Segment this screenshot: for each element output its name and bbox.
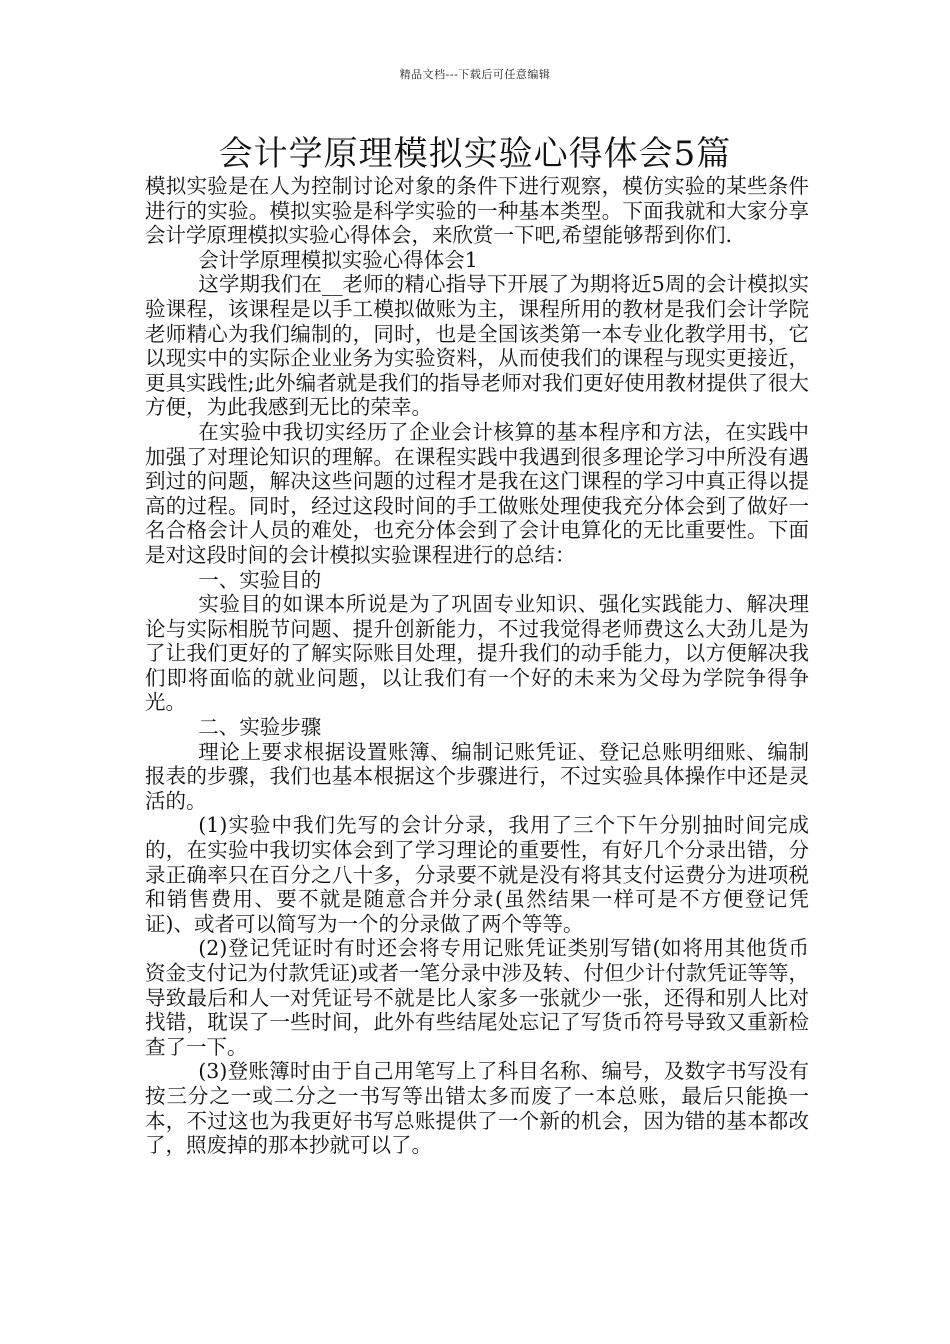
header-note: 精品文档---下载后可任意编辑 xyxy=(399,68,551,81)
step-item: (3)登账簿时由于自己用笔写上了科目名称、编号，及数字书写没有按三分之一或二分之一书写等出错太多而废了一本总账，最后只能换一本，不过这也为我更好书写总账提供了一个新的机会，因为错的基本都改了，照废掉的那本抄就可以了。 xyxy=(145,1059,809,1158)
step-item: (2)登记凭证时有时还会将专用记账凭证类别写错(如将用其他货币资金支付记为付款凭证)或者一笔分录中涉及转、付但少计付款凭证等等，导致最后和人一对凭证号不就是比人家多一张就少一张，还得和别人比对找错，耽误了一些时间，此外有些结尾处忘记了写货币符号导致又重新检查了一下。 xyxy=(145,936,809,1059)
document-title: 会计学原理模拟实验心得体会5篇 xyxy=(218,134,732,174)
step-item: (1)实验中我们先写的会计分录，我用了三个下午分别抽时间完成的，在实验中我切实体会到了学习理论的重要性，有好几个分录出错，分录正确率只在百分之八十多，分录要不就是没有将其支付运费分为进项税和销售费用、要不就是随意合并分录(虽然结果一样可是不方便登记凭证)、或者可以简写为一个的分录做了两个等等。 xyxy=(145,813,809,936)
steps-paragraph: 理论上要求根据设置账簿、编制记账凭证、登记总账明细账、编制报表的步骤，我们也基本根据这个步骤进行，不过实验具体操作中还是灵活的。 xyxy=(145,739,809,813)
intro-paragraph: 模拟实验是在人为控制讨论对象的条件下进行观察，模仿实验的某些条件进行的实验。模拟实验是科学实验的一种基本类型。下面我就和大家分享会计学原理模拟实验心得体会，来欣赏一下吧,希望能够帮到你们. xyxy=(145,174,809,248)
paragraph: 这学期我们在__老师的精心指导下开展了为期将近5周的会计模拟实验课程，该课程是以手工模拟做账为主，课程所用的教材是我们会计学院老师精心为我们编制的，同时，也是全国该类第一本专业化教学用书，它以现实中的实际企业业务为实验资料，从而使我们的课程与现实更接近，更具实践性;此外编者就是我们的指导老师对我们更好使用教材提供了很大方便，为此我感到无比的荣幸。 xyxy=(145,272,809,420)
heading-steps: 二、实验步骤 xyxy=(198,715,322,740)
heading-purpose: 一、实验目的 xyxy=(198,567,322,592)
document-body xyxy=(145,174,809,1158)
purpose-paragraph: 实验目的如课本所说是为了巩固专业知识、强化实践能力、解决理论与实际相脱节问题、提升创新能力，不过我觉得老师费这么大劲儿是为了让我们更好的了解实际账目处理，提升我们的动手能力，以方便解决我们即将面临的就业问题，以让我们有一个好的未来为父母为学院争得争光。 xyxy=(145,592,809,715)
paragraph: 在实验中我切实经历了企业会计核算的基本程序和方法，在实践中加强了对理论知识的理解。在课程实践中我遇到很多理论学习中所没有遇到过的问题，解决这些问题的过程才是我在这门课程的学习中真正得以提高的过程。同时，经过这段时间的手工做账处理使我充分体会到了做好一名合格会计人员的难处，也充分体会到了会计电算化的无比重要性。下面是对这段时间的会计模拟实验课程进行的总结： xyxy=(145,419,809,567)
section-title: 会计学原理模拟实验心得体会1 xyxy=(198,247,478,272)
